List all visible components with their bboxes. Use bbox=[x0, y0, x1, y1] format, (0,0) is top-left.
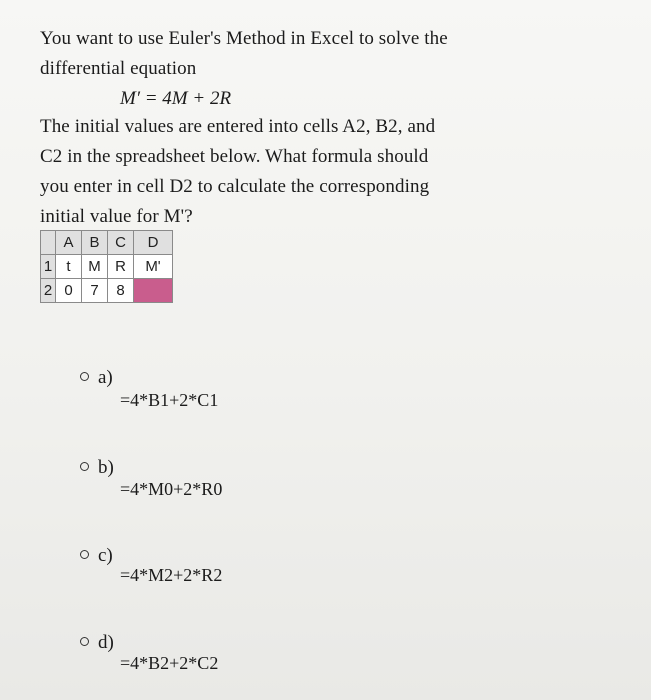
option-b-letter: b) bbox=[98, 457, 114, 478]
question-text-line-5: you enter in cell D2 to calculate the corresponding bbox=[40, 176, 430, 197]
option-d-formula: =4*B2+2*C2 bbox=[120, 653, 219, 673]
option-c[interactable] bbox=[80, 545, 113, 567]
row-header-2: 2 bbox=[41, 279, 56, 303]
cell-b1: M bbox=[82, 255, 108, 279]
radio-circle-icon[interactable] bbox=[80, 550, 89, 559]
row-header-1: 1 bbox=[41, 255, 56, 279]
option-c-formula: =4*M2+2*R2 bbox=[120, 565, 223, 585]
option-d[interactable] bbox=[80, 632, 114, 654]
option-b-formula: =4*M0+2*R0 bbox=[120, 479, 223, 499]
option-a-letter: a) bbox=[98, 367, 113, 388]
column-header-b: B bbox=[82, 231, 108, 255]
question-text-line-1: You want to use Euler's Method in Excel to solve the bbox=[40, 28, 448, 49]
radio-circle-icon[interactable] bbox=[80, 372, 89, 381]
option-a-formula: =4*B1+2*C1 bbox=[120, 390, 219, 410]
option-c-letter: c) bbox=[98, 545, 113, 566]
sheet-row-2 bbox=[41, 279, 173, 303]
sheet-row-1 bbox=[41, 255, 173, 279]
question-text-line-6: initial value for M'? bbox=[40, 206, 193, 227]
differential-equation: M′ = 4M + 2R bbox=[120, 88, 232, 109]
column-header-c: C bbox=[108, 231, 134, 255]
cell-d2-highlighted bbox=[134, 279, 173, 303]
radio-circle-icon[interactable] bbox=[80, 462, 89, 471]
cell-b2: 7 bbox=[82, 279, 108, 303]
cell-c2: 8 bbox=[108, 279, 134, 303]
question-text-line-2: differential equation bbox=[40, 58, 197, 79]
cell-a1: t bbox=[56, 255, 82, 279]
option-a[interactable] bbox=[80, 367, 113, 389]
cell-d1: M' bbox=[134, 255, 173, 279]
sheet-corner bbox=[41, 231, 56, 255]
question-text-line-3: The initial values are entered into cells A2, B2, and bbox=[40, 116, 436, 137]
option-d-letter: d) bbox=[98, 632, 114, 653]
column-header-d: D bbox=[134, 231, 173, 255]
column-header-a: A bbox=[56, 231, 82, 255]
column-header-row bbox=[41, 231, 173, 255]
spreadsheet bbox=[40, 230, 173, 303]
option-b[interactable] bbox=[80, 457, 114, 479]
radio-circle-icon[interactable] bbox=[80, 637, 89, 646]
question-text-line-4: C2 in the spreadsheet below. What formula should bbox=[40, 146, 429, 167]
cell-a2: 0 bbox=[56, 279, 82, 303]
cell-c1: R bbox=[108, 255, 134, 279]
